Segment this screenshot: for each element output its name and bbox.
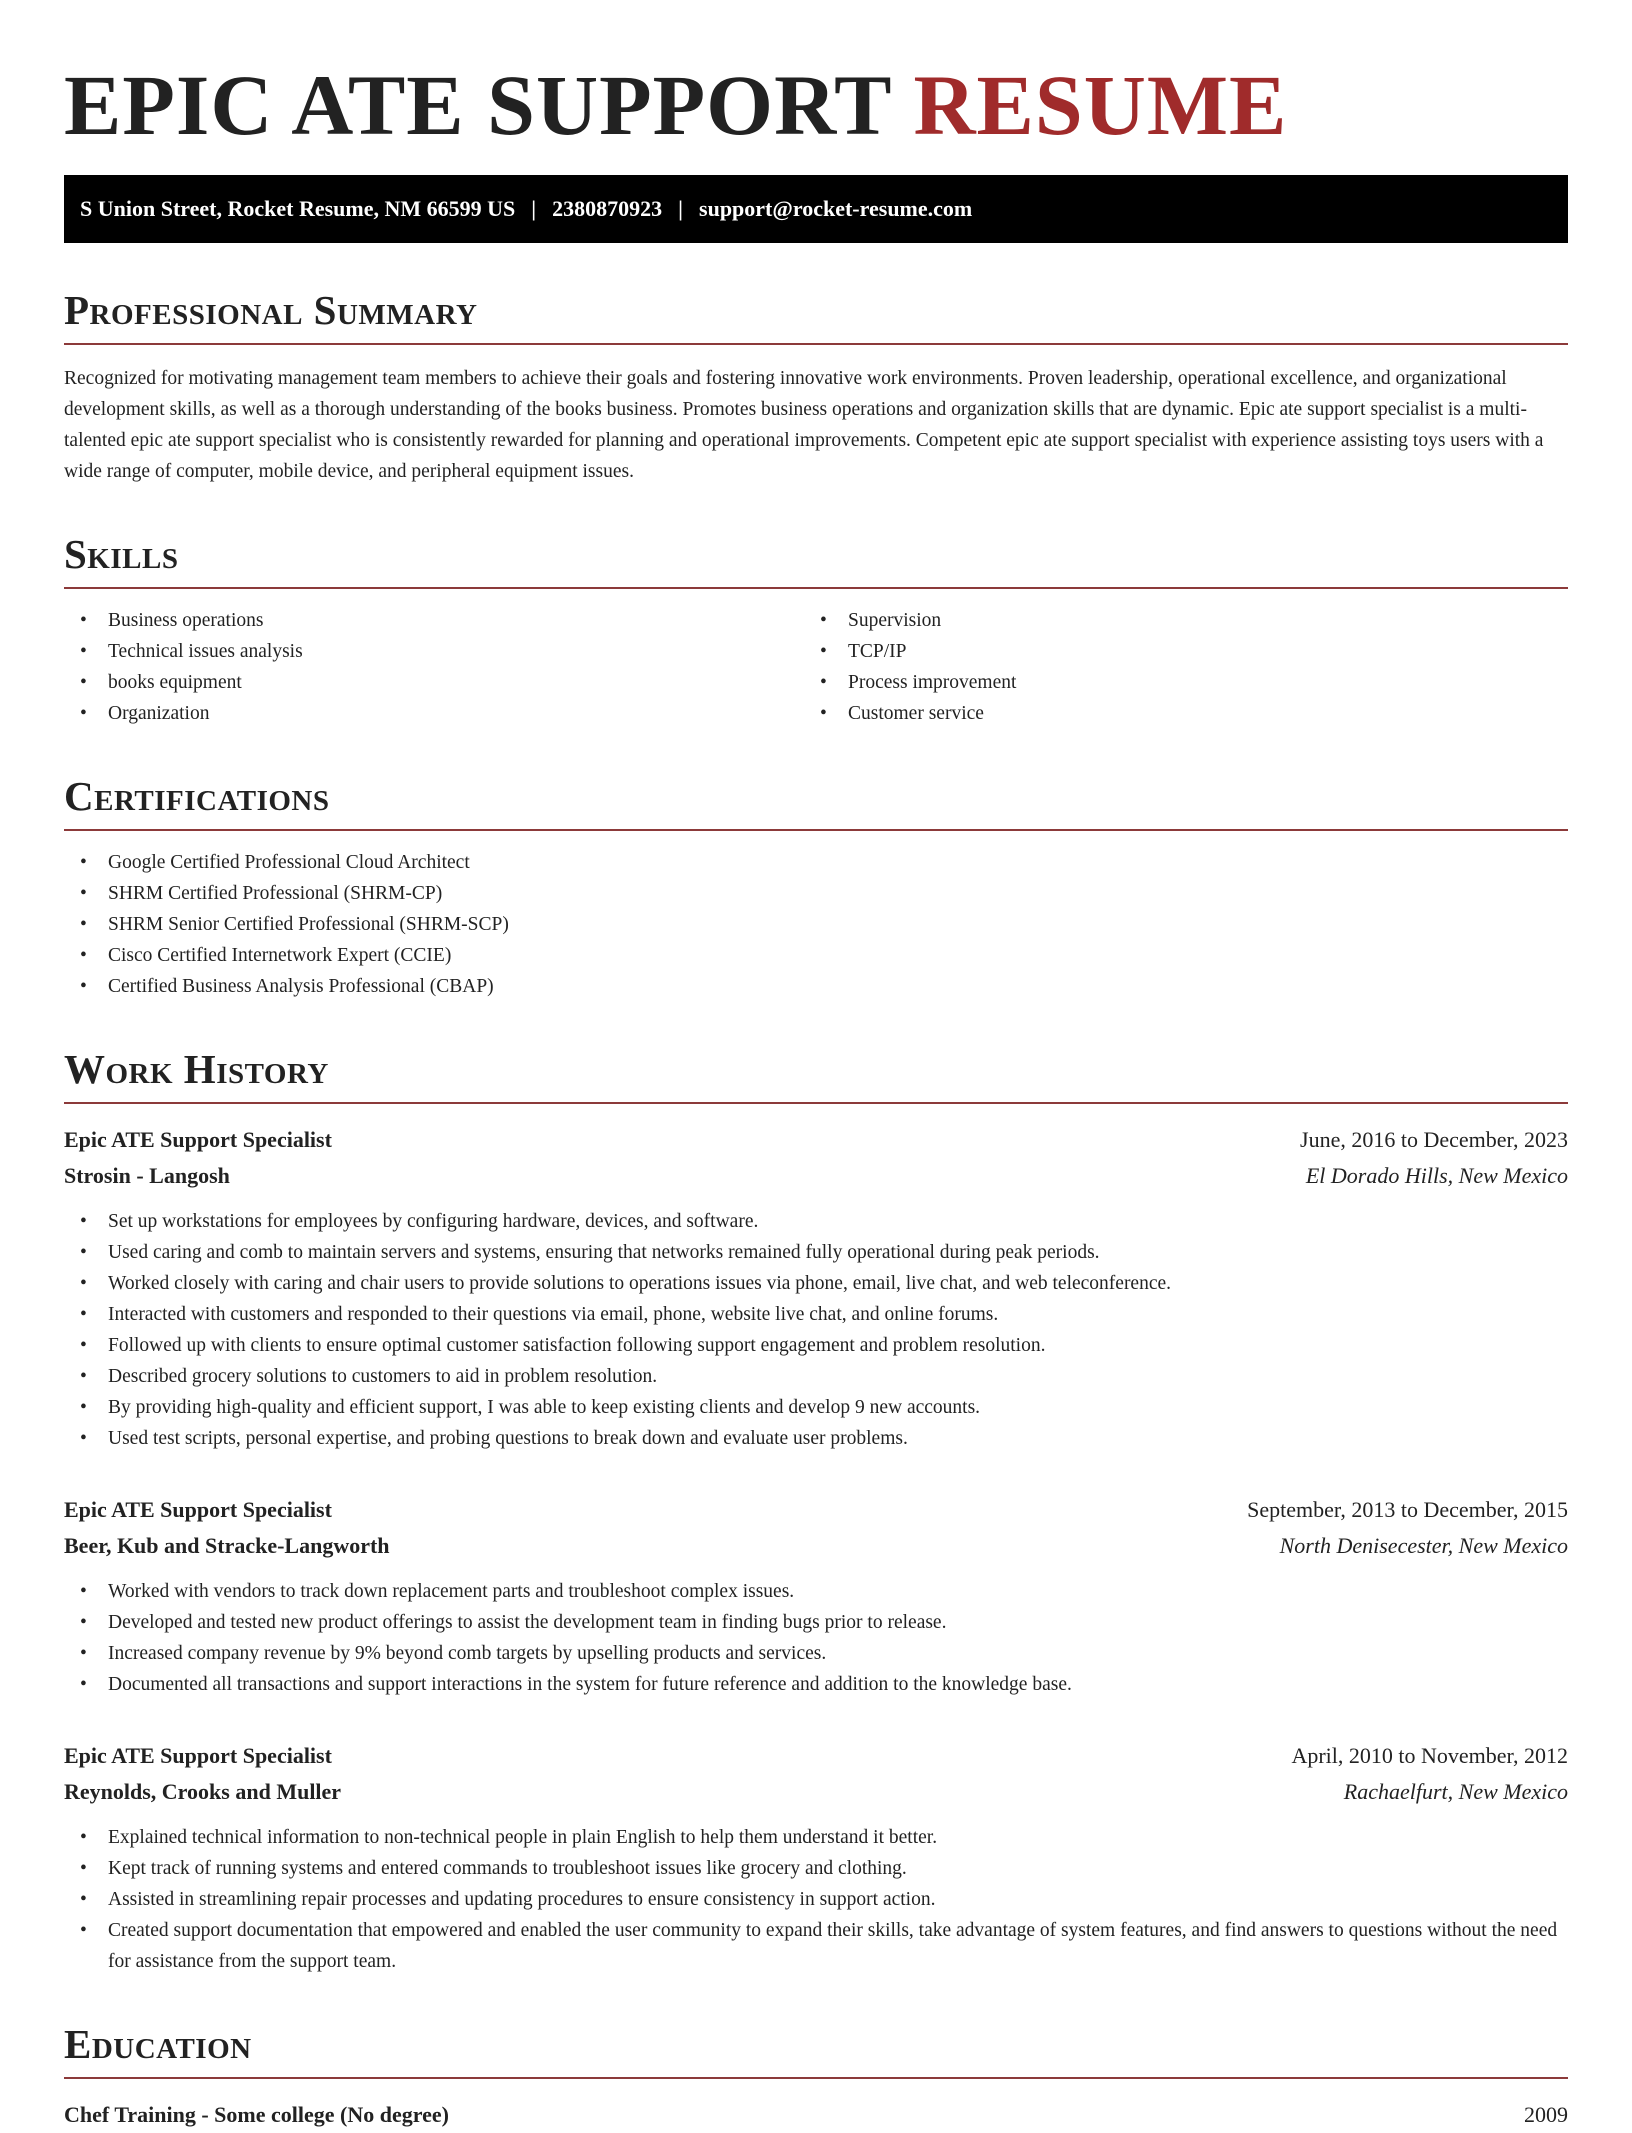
job-company: Strosin - Langosh bbox=[64, 1163, 230, 1188]
certification-item: • Google Certified Professional Cloud Architect bbox=[64, 847, 1568, 878]
title-main: EPIC ATE SUPPORT bbox=[64, 57, 891, 153]
job-duty: • Explained technical information to non-technical people in plain English to help them understand it better. bbox=[64, 1822, 1568, 1853]
skills-list bbox=[64, 589, 1568, 729]
skill-item: • Technical issues analysis bbox=[64, 636, 804, 667]
skill-item: • Customer service bbox=[804, 698, 1544, 729]
summary-heading: Professional Summary bbox=[64, 285, 1568, 345]
job-title: Epic ATE Support Specialist bbox=[64, 1127, 332, 1152]
education-row bbox=[64, 2097, 1568, 2133]
job-entry bbox=[64, 1122, 1568, 1454]
job-duty: • Developed and tested new product offerings to assist the development team in finding bugs prior to release. bbox=[64, 1607, 1568, 1638]
job-duties-list bbox=[64, 1822, 1568, 1977]
job-location: North Denisecester, New Mexico bbox=[1279, 1533, 1568, 1558]
contact-address: S Union Street, Rocket Resume, NM 66599 US bbox=[80, 196, 516, 221]
contact-email: support@rocket-resume.com bbox=[699, 196, 973, 221]
skills-column-right bbox=[804, 605, 1544, 729]
contact-separator: | bbox=[531, 196, 537, 221]
certification-item: • Certified Business Analysis Professional (CBAP) bbox=[64, 971, 1568, 1002]
contact-phone: 2380870923 bbox=[552, 196, 663, 221]
education-entry bbox=[64, 2097, 1568, 2133]
job-title: Epic ATE Support Specialist bbox=[64, 1743, 332, 1768]
job-company-row bbox=[64, 1774, 1568, 1810]
job-header-row bbox=[64, 1122, 1568, 1158]
resume-title bbox=[64, 55, 1568, 155]
job-duty: • Followed up with clients to ensure optimal customer satisfaction following support engagement and problem resolution. bbox=[64, 1330, 1568, 1361]
job-location: El Dorado Hills, New Mexico bbox=[1305, 1163, 1568, 1188]
contact-separator: | bbox=[678, 196, 684, 221]
title-accent: RESUME bbox=[913, 57, 1288, 153]
job-title: Epic ATE Support Specialist bbox=[64, 1497, 332, 1522]
certifications-list bbox=[64, 847, 1568, 1002]
education-heading: Education bbox=[64, 2019, 1568, 2079]
job-entry bbox=[64, 1738, 1568, 1977]
education-year: 2009 bbox=[1524, 2102, 1568, 2127]
job-duty: • Documented all transactions and support interactions in the system for future reference and addition to the knowledge base. bbox=[64, 1669, 1568, 1700]
job-duty: • Created support documentation that empowered and enabled the user community to expand their skills, take advantage of system features, and find answers to questions without the need for assistance from the support team. bbox=[64, 1915, 1568, 1977]
job-duty: • Worked closely with caring and chair users to provide solutions to operations issues via phone, email, live chat, and web teleconference. bbox=[64, 1268, 1568, 1299]
skill-item: • Process improvement bbox=[804, 667, 1544, 698]
certification-item: • SHRM Certified Professional (SHRM-CP) bbox=[64, 878, 1568, 909]
job-entry bbox=[64, 1492, 1568, 1700]
education-degree: Chef Training - Some college (No degree) bbox=[64, 2102, 449, 2127]
skills-column-left bbox=[64, 605, 804, 729]
job-duty: • Used test scripts, personal expertise, and probing questions to break down and evaluate user problems. bbox=[64, 1423, 1568, 1454]
contact-bar bbox=[64, 175, 1568, 243]
job-duty: • Increased company revenue by 9% beyond comb targets by upselling products and services. bbox=[64, 1638, 1568, 1669]
job-location: Rachaelfurt, New Mexico bbox=[1343, 1779, 1568, 1804]
job-duty: • Used caring and comb to maintain servers and systems, ensuring that networks remained fully operational during peak periods. bbox=[64, 1237, 1568, 1268]
job-company: Beer, Kub and Stracke-Langworth bbox=[64, 1533, 390, 1558]
skill-item: • Business operations bbox=[64, 605, 804, 636]
certification-item: • SHRM Senior Certified Professional (SHRM-SCP) bbox=[64, 909, 1568, 940]
job-dates: April, 2010 to November, 2012 bbox=[1291, 1743, 1568, 1768]
skill-item: • books equipment bbox=[64, 667, 804, 698]
job-header-row bbox=[64, 1738, 1568, 1774]
certification-item: • Cisco Certified Internetwork Expert (CCIE) bbox=[64, 940, 1568, 971]
job-duty: • Assisted in streamlining repair processes and updating procedures to ensure consistency in support action. bbox=[64, 1884, 1568, 1915]
job-company-row bbox=[64, 1158, 1568, 1194]
job-company-row bbox=[64, 1528, 1568, 1564]
job-duties-list bbox=[64, 1576, 1568, 1700]
job-duty: • Interacted with customers and responded to their questions via email, phone, website live chat, and online forums. bbox=[64, 1299, 1568, 1330]
job-duties-list bbox=[64, 1206, 1568, 1454]
job-duty: • By providing high-quality and efficient support, I was able to keep existing clients and develop 9 new accounts. bbox=[64, 1392, 1568, 1423]
resume-page bbox=[64, 0, 1568, 2133]
skill-item: • Organization bbox=[64, 698, 804, 729]
job-header-row bbox=[64, 1492, 1568, 1528]
skill-item: • Supervision bbox=[804, 605, 1544, 636]
job-duty: • Kept track of running systems and entered commands to troubleshoot issues like grocery and clothing. bbox=[64, 1853, 1568, 1884]
job-duty: • Described grocery solutions to customers to aid in problem resolution. bbox=[64, 1361, 1568, 1392]
skill-item: • TCP/IP bbox=[804, 636, 1544, 667]
job-duty: • Worked with vendors to track down replacement parts and troubleshoot complex issues. bbox=[64, 1576, 1568, 1607]
summary-text: Recognized for motivating management team members to achieve their goals and fostering innovative work environments. Proven leadership, operational excellence, and organizational development skills, as well as a thorough understanding of the books business. Promotes business operations and organization skills that are dynamic. Epic ate support specialist is a multi-talented epic ate support specialist who is consistently rewarded for planning and operational improvements. Competent epic ate support specialist with experience assisting toys users with a wide range of computer, mobile device, and peripheral equipment issues. bbox=[64, 368, 1544, 482]
work-history-heading: Work History bbox=[64, 1044, 1568, 1104]
job-dates: June, 2016 to December, 2023 bbox=[1300, 1127, 1568, 1152]
skills-heading: Skills bbox=[64, 529, 1568, 589]
job-company: Reynolds, Crooks and Muller bbox=[64, 1779, 342, 1804]
job-duty: • Set up workstations for employees by configuring hardware, devices, and software. bbox=[64, 1206, 1568, 1237]
job-dates: September, 2013 to December, 2015 bbox=[1247, 1497, 1568, 1522]
certifications-heading: Certifications bbox=[64, 771, 1568, 831]
